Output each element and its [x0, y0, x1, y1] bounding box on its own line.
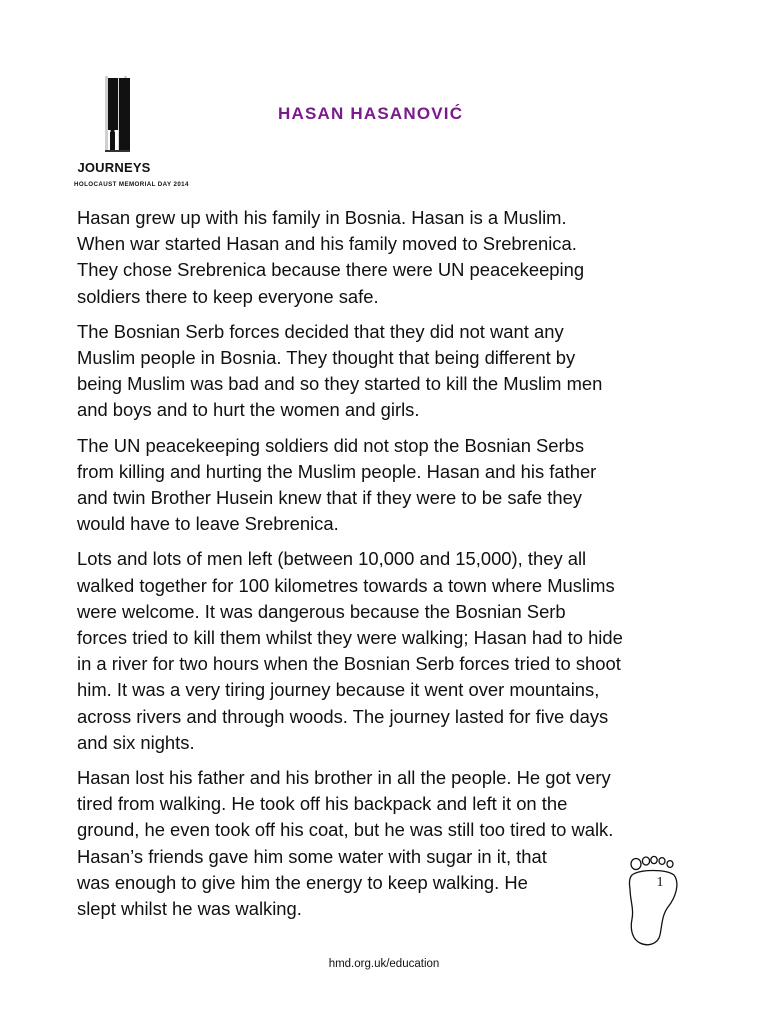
text-line: and six nights.: [77, 731, 195, 753]
footprint-icon: [622, 853, 696, 949]
footprint-number: 1: [656, 875, 664, 890]
page-title: HASAN HASANOVIĆ: [278, 104, 464, 123]
paragraph-4: [77, 546, 717, 756]
paragraph-5: [77, 765, 717, 922]
text-line: The UN peacekeeping soldiers did not stop the Bosnian Serbs: [77, 434, 585, 456]
holocaust-memorial-day-logo-icon: [74, 76, 154, 160]
text-line: him. It was a very tiring journey because it went over mountains,: [77, 679, 600, 701]
text-line: were welcome. It was dangerous because the Bosnian Serb: [77, 600, 566, 622]
text-line: Hasan’s friends gave him some water with sugar in it, that: [77, 845, 547, 867]
logo-word: JOURNEYS: [77, 160, 151, 175]
text-line: tired from walking. He took off his backpack and left it on the: [77, 793, 568, 815]
text-line: across rivers and through woods. The journey lasted for five days: [77, 705, 609, 727]
text-line: being Muslim was bad and so they started to kill the Muslim men: [77, 373, 603, 395]
text-line: would have to leave Srebrenica.: [77, 513, 339, 535]
text-line: ground, he even took off his coat, but he was still too tired to walk.: [77, 819, 614, 841]
logo-subtitle: HOLOCAUST MEMORIAL DAY 2014: [74, 181, 189, 188]
text-line: from killing and hurting the Muslim people. Hasan and his father: [77, 460, 597, 482]
text-line: forces tried to kill them whilst they were walking; Hasan had to hide: [77, 627, 623, 649]
story-body: [77, 205, 717, 931]
hmd-logo: [74, 76, 206, 194]
text-line: When war started Hasan and his family moved to Srebrenica.: [77, 233, 577, 255]
text-line: and twin Brother Husein knew that if they were to be safe they: [77, 487, 582, 509]
text-line: walked together for 100 kilometres towards a town where Muslims: [77, 574, 615, 596]
text-line: Hasan lost his father and his brother in all the people. He got very: [77, 767, 611, 789]
footer-url: hmd.org.uk/education: [328, 958, 440, 970]
text-line: Hasan grew up with his family in Bosnia. Hasan is a Muslim.: [77, 207, 567, 228]
text-line: Lots and lots of men left (between 10,000 and 15,000), they all: [77, 548, 587, 570]
text-line: slept whilst he was walking.: [77, 898, 302, 920]
text-line: soldiers there to keep everyone safe.: [77, 285, 379, 307]
text-line: and boys and to hurt the women and girls.: [77, 399, 420, 421]
paragraph-2: [77, 319, 717, 424]
text-line: was enough to give him the energy to keep walking. He: [77, 871, 528, 893]
text-line: The Bosnian Serb forces decided that they did not want any: [77, 320, 564, 342]
text-line: Muslim people in Bosnia. They thought that being different by: [77, 347, 576, 369]
paragraph-3: [77, 433, 717, 538]
text-line: They chose Srebrenica because there were UN peacekeeping: [77, 259, 585, 281]
text-line: in a river for two hours when the Bosnian Serb forces tried to shoot: [77, 653, 621, 675]
paragraph-1: [77, 205, 717, 310]
